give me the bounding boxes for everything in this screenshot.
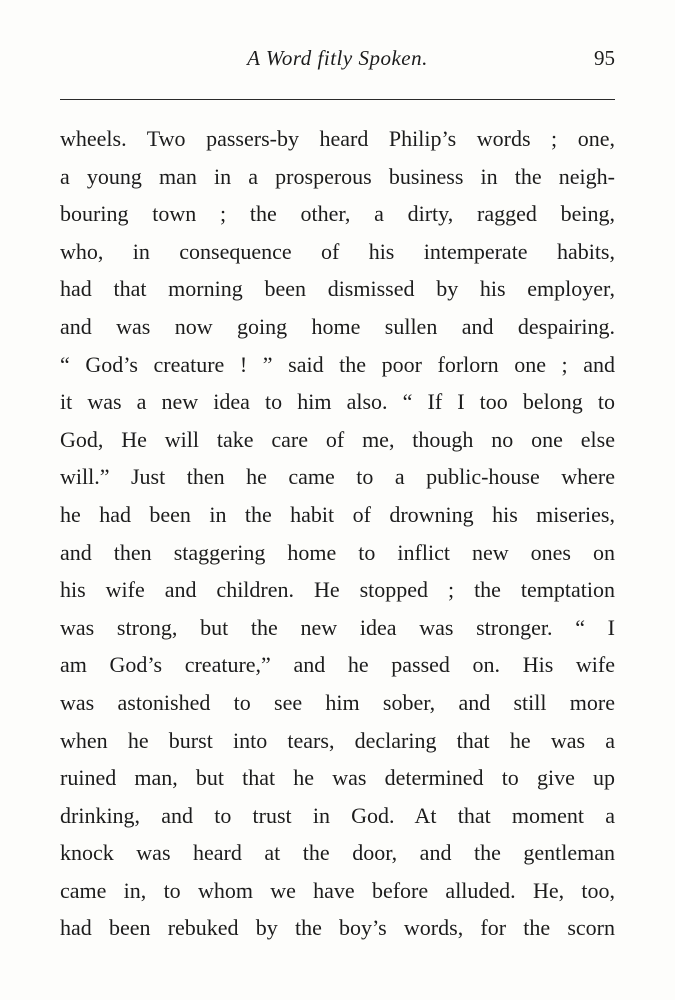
text-line: his wife and children. He stopped ; the temptation: [60, 577, 615, 603]
text-line: will.” Just then he came to a public-house where: [60, 464, 615, 490]
text-line: and then staggering home to inflict new ones on: [60, 539, 615, 565]
text-line: God, He will take care of me, though no one else: [60, 426, 615, 452]
text-line: was astonished to see him sober, and still more: [60, 689, 615, 715]
text-line: who, in consequence of his intemperate habits,: [60, 238, 615, 264]
text-line: came in, to whom we have before alluded. He, too,: [60, 877, 615, 903]
body-text: [60, 120, 615, 947]
text-line: when he burst into tears, declaring that he was a: [60, 727, 615, 753]
text-line: drinking, and to trust in God. At that moment a: [60, 802, 615, 828]
text-line: he had been in the habit of drowning his miseries,: [60, 501, 615, 527]
text-line: wheels. Two passers-by heard Philip’s words ; one,: [60, 126, 615, 151]
text-line: bouring town ; the other, a dirty, ragged being,: [60, 201, 615, 227]
running-title: A Word fitly Spoken.: [247, 46, 428, 70]
text-line: was strong, but the new idea was stronger. “ I: [60, 614, 615, 640]
header-rule: [60, 99, 615, 100]
running-head: [60, 46, 615, 76]
text-line: ruined man, but that he was determined to give up: [60, 765, 615, 791]
text-line: and was now going home sullen and despairing.: [60, 313, 615, 339]
text-line: a young man in a prosperous business in the neigh-: [60, 163, 615, 189]
text-line: had been rebuked by the boy’s words, for the scorn: [60, 915, 615, 941]
page-number: 95: [594, 46, 615, 70]
text-line: had that morning been dismissed by his employer,: [60, 276, 615, 302]
text-line: “ God’s creature ! ” said the poor forlorn one ; and: [60, 351, 615, 377]
text-line: knock was heard at the door, and the gentleman: [60, 840, 615, 866]
text-line: am God’s creature,” and he passed on. His wife: [60, 652, 615, 678]
text-line: it was a new idea to him also. “ If I too belong to: [60, 389, 615, 415]
